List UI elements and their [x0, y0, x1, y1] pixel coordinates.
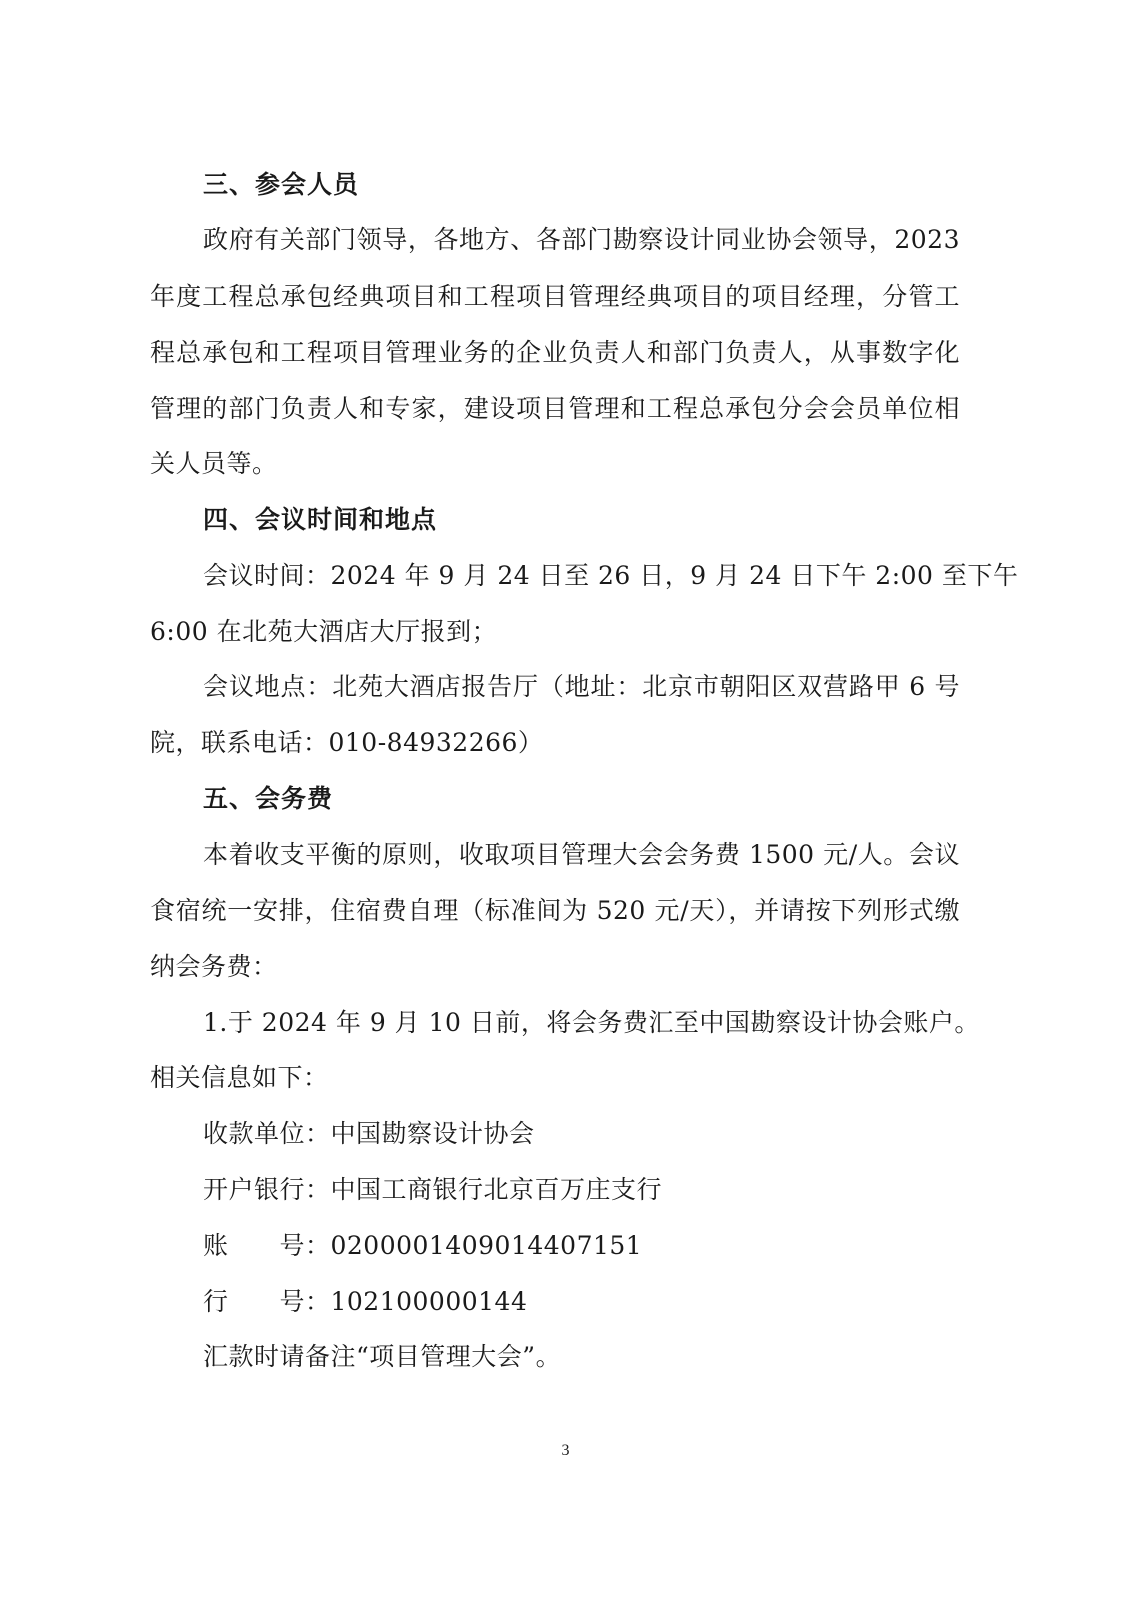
meeting-time-line: 会议时间：2024 年 9 月 24 日至 26 日，9 月 24 日下午 2:00 至下午 — [203, 561, 1019, 590]
payment-item-line: 相关信息如下： — [150, 1063, 329, 1092]
bank-line: 开户银行：中国工商银行北京百万庄支行 — [203, 1175, 663, 1204]
paragraph-line: 管理的部门负责人和专家，建设项目管理和工程总承包分会会员单位相 — [150, 394, 960, 423]
meeting-time-line: 6:00 在北苑大酒店大厅报到； — [150, 617, 498, 646]
paragraph-line: 年度工程总承包经典项目和工程项目管理经典项目的项目经理，分管工 — [150, 282, 960, 311]
page-number: 3 — [561, 1442, 570, 1459]
account-number-line: 账 号：0200001409014407151 — [203, 1231, 643, 1260]
fee-line: 本着收支平衡的原则，收取项目管理大会会务费 1500 元/人。会议 — [203, 840, 960, 869]
meeting-place-line: 院，联系电话：010-84932266） — [150, 728, 544, 757]
paragraph-line: 政府有关部门领导，各地方、各部门勘察设计同业协会领导，2023 — [203, 225, 960, 254]
remittance-remark-line: 汇款时请备注“项目管理大会”。 — [203, 1342, 562, 1371]
section-heading-fee: 五、会务费 — [203, 784, 334, 813]
payment-item-line: 1.于 2024 年 9 月 10 日前，将会务费汇至中国勘察设计协会账户。 — [203, 1008, 980, 1037]
paragraph-line: 程总承包和工程项目管理业务的企业负责人和部门负责人，从事数字化 — [150, 338, 960, 367]
paragraph-line: 关人员等。 — [150, 449, 278, 478]
fee-line: 纳会务费： — [150, 952, 278, 981]
fee-line: 食宿统一安排，住宿费自理（标准间为 520 元/天），并请按下列形式缴 — [150, 896, 960, 925]
bank-code-line: 行 号：102100000144 — [203, 1287, 528, 1316]
meeting-place-line: 会议地点：北苑大酒店报告厅（地址：北京市朝阳区双营路甲 6 号 — [203, 672, 960, 701]
section-heading-attendees: 三、参会人员 — [203, 170, 360, 199]
payee-line: 收款单位：中国勘察设计协会 — [203, 1119, 535, 1148]
section-heading-time-place: 四、会议时间和地点 — [203, 505, 438, 534]
